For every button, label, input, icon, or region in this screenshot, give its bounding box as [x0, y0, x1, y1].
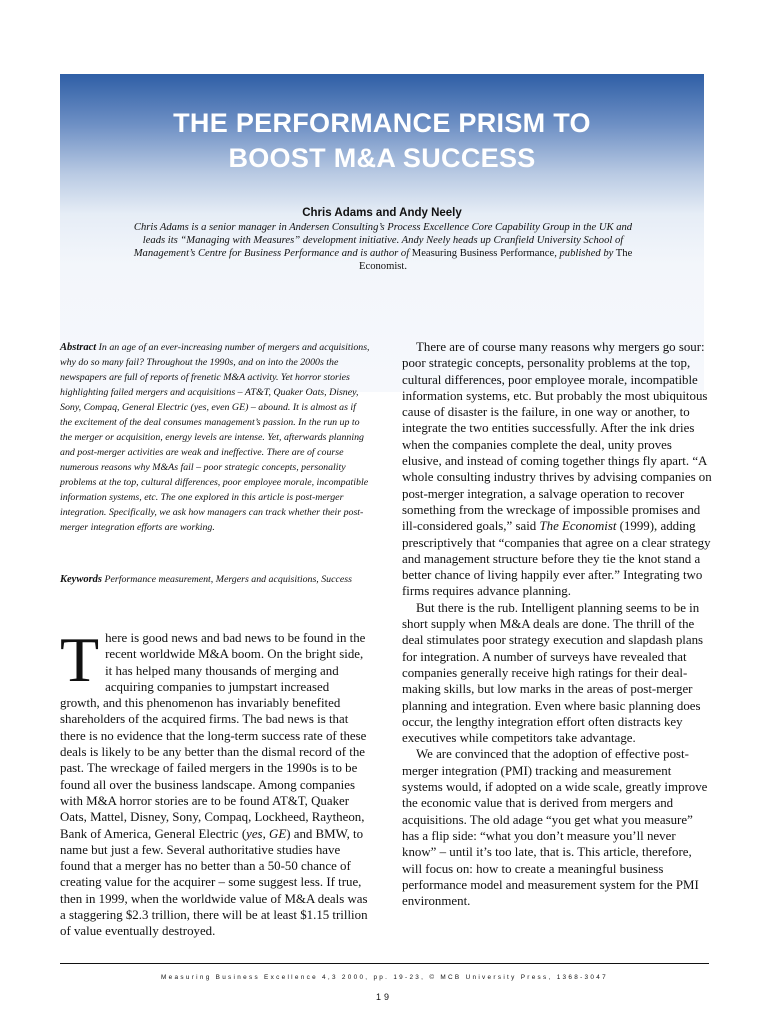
body-text: ) and BMW, to name but just a few. Several authoritative studies have found that a merger has no better than a 50-50 chance of creating value for the acquirer – some suggest less. If true, then in 1999, when the worldwide value of M&A deals was a staggering $2.3 trillion, there will be at least $1.15 trillion of value eventually destroyed. [60, 826, 368, 939]
article-title [60, 106, 704, 176]
bio-book-title: Measuring Business Performance [411, 248, 555, 259]
title-line-1: THE PERFORMANCE PRISM TO [173, 108, 591, 138]
body-column-left [60, 624, 370, 940]
bio-text-3: The Economist. [359, 248, 633, 272]
body-paragraph [60, 624, 370, 940]
bio-text: Chris Adams is a senior manager in Andersen Consulting’s Process Excellence Core Capability Group in the UK and leads its “Managing with Measures” development initiative. Andy Neely heads up Cranfield University School of Management’s Centre for Business Performance and is author of [133, 222, 633, 259]
keywords-label: Keywords [60, 574, 102, 585]
title-line-2: BOOST M&A SUCCESS [228, 143, 536, 173]
body-column-right [402, 339, 712, 909]
footer-rule [60, 963, 709, 964]
drop-cap: T [60, 624, 100, 695]
abstract [60, 340, 370, 535]
author-bio [128, 221, 638, 273]
body-paragraph: We are convinced that the adoption of effective post-merger integration (PMI) tracking and measurement systems would, if adopted on a wide scale, greatly improve the economic value that is derived from mergers and acquisitions. The old adage “you get what you measure” has a flip side: “what you don’t measure you’ll never know” – until it’s too late, that is. This article, therefore, will focus on: how to create a meaningful business performance model and measurement system for the PMI environment. [402, 747, 708, 909]
keywords-text: Performance measurement, Mergers and acquisitions, Success [104, 574, 352, 585]
body-paragraph: But there is the rub. Intelligent planning seems to be in short supply when M&A deals are done. The thrill of the deal stimulates poor strategy execution and slapdash plans for integration. A number of surveys have revealed that companies generally receive high ratings for their deal-making skills, but low marks in the areas of post-merger planning and integration. Even where basic planning does occur, the lengthy integration effort often distracts key executives while competitors take advantage. [402, 600, 704, 746]
bio-text-2: , published by [554, 248, 614, 259]
keywords [60, 572, 370, 587]
body-text: There are of course many reasons why mergers go sour: poor strategic concepts, personality problems at the top, cultural differences, poor employee morale, incompatible information systems, etc. But probably the most ubiquitous cause of disaster is the failure, in one way or another, to integrate the two entities successfully. After the ink dries when the companies complete the deal, unity proves elusive, and instead of coming together things fly apart. “A whole consulting industry thrives by advising companies on post-merger integration, a salvage operation to recover something from the wreckage of impossible promises and ill-considered goals,” said [402, 340, 712, 534]
body-italic: yes, GE [246, 826, 287, 841]
abstract-label: Abstract [60, 342, 97, 353]
page-number: 19 [375, 992, 392, 1002]
body-text: here is good news and bad news to be found in the recent worldwide M&A boom. On the bright side, it has helped many thousands of merging and acquiring companies to jumpstart increased growth, and this phenomenon has invariably benefited shareholders of the acquired firms. The bad news is that there is no evidence that the long-term success rate of these deals is likely to be any better than the dismal record of the past. The wreckage of failed mergers in the 1990s is to be found all over the business landscape. Among companies with M&A horror stories are to be found AT&T, Quaker Oats, Mattel, Disney, Sony, Compaq, Lockheed, Raytheon, Bank of America, General Electric ( [60, 631, 367, 841]
body-italic: The Economist [539, 519, 617, 534]
authors: Chris Adams and Andy Neely [302, 207, 462, 219]
abstract-text: In an age of an ever-increasing number of mergers and acquisitions, why do so many fail? Throughout the 1990s, and on into the 2000s the newspapers are full of reports of frenetic M&A activity. Yet horror stories highlighting failed mergers and acquisitions – AT&T, Quaker Oats, Disney, Sony, Compaq, General Electric (yes, even GE) – abound. It is almost as if the excitement of the deal consumes management’s passion. In the run up to the merger or acquisition, energy levels are intense. Yet, afterwards planning and post-merger activities are weak and ineffective. There are of course numerous reasons why M&As fail – poor strategic concepts, personality problems at the top, cultural differences, poor employee morale, incompatible information systems, etc. The one explored in this article is post-merger integration. Specifically, we ask how managers can track whether their post-merger integration efforts are working. [60, 342, 370, 533]
body-text: (1999), adding prescriptively that “companies that agree on a clear strategy and management structure before they tie the knot stand a better chance of living happily ever after.” Integrating two firms requires advance planning. [402, 519, 711, 599]
body-paragraph [402, 339, 712, 600]
journal-footer: Measuring Business Excellence 4,3 2000, pp. 19-23, © MCB University Press, 1368-3047 [161, 974, 608, 981]
